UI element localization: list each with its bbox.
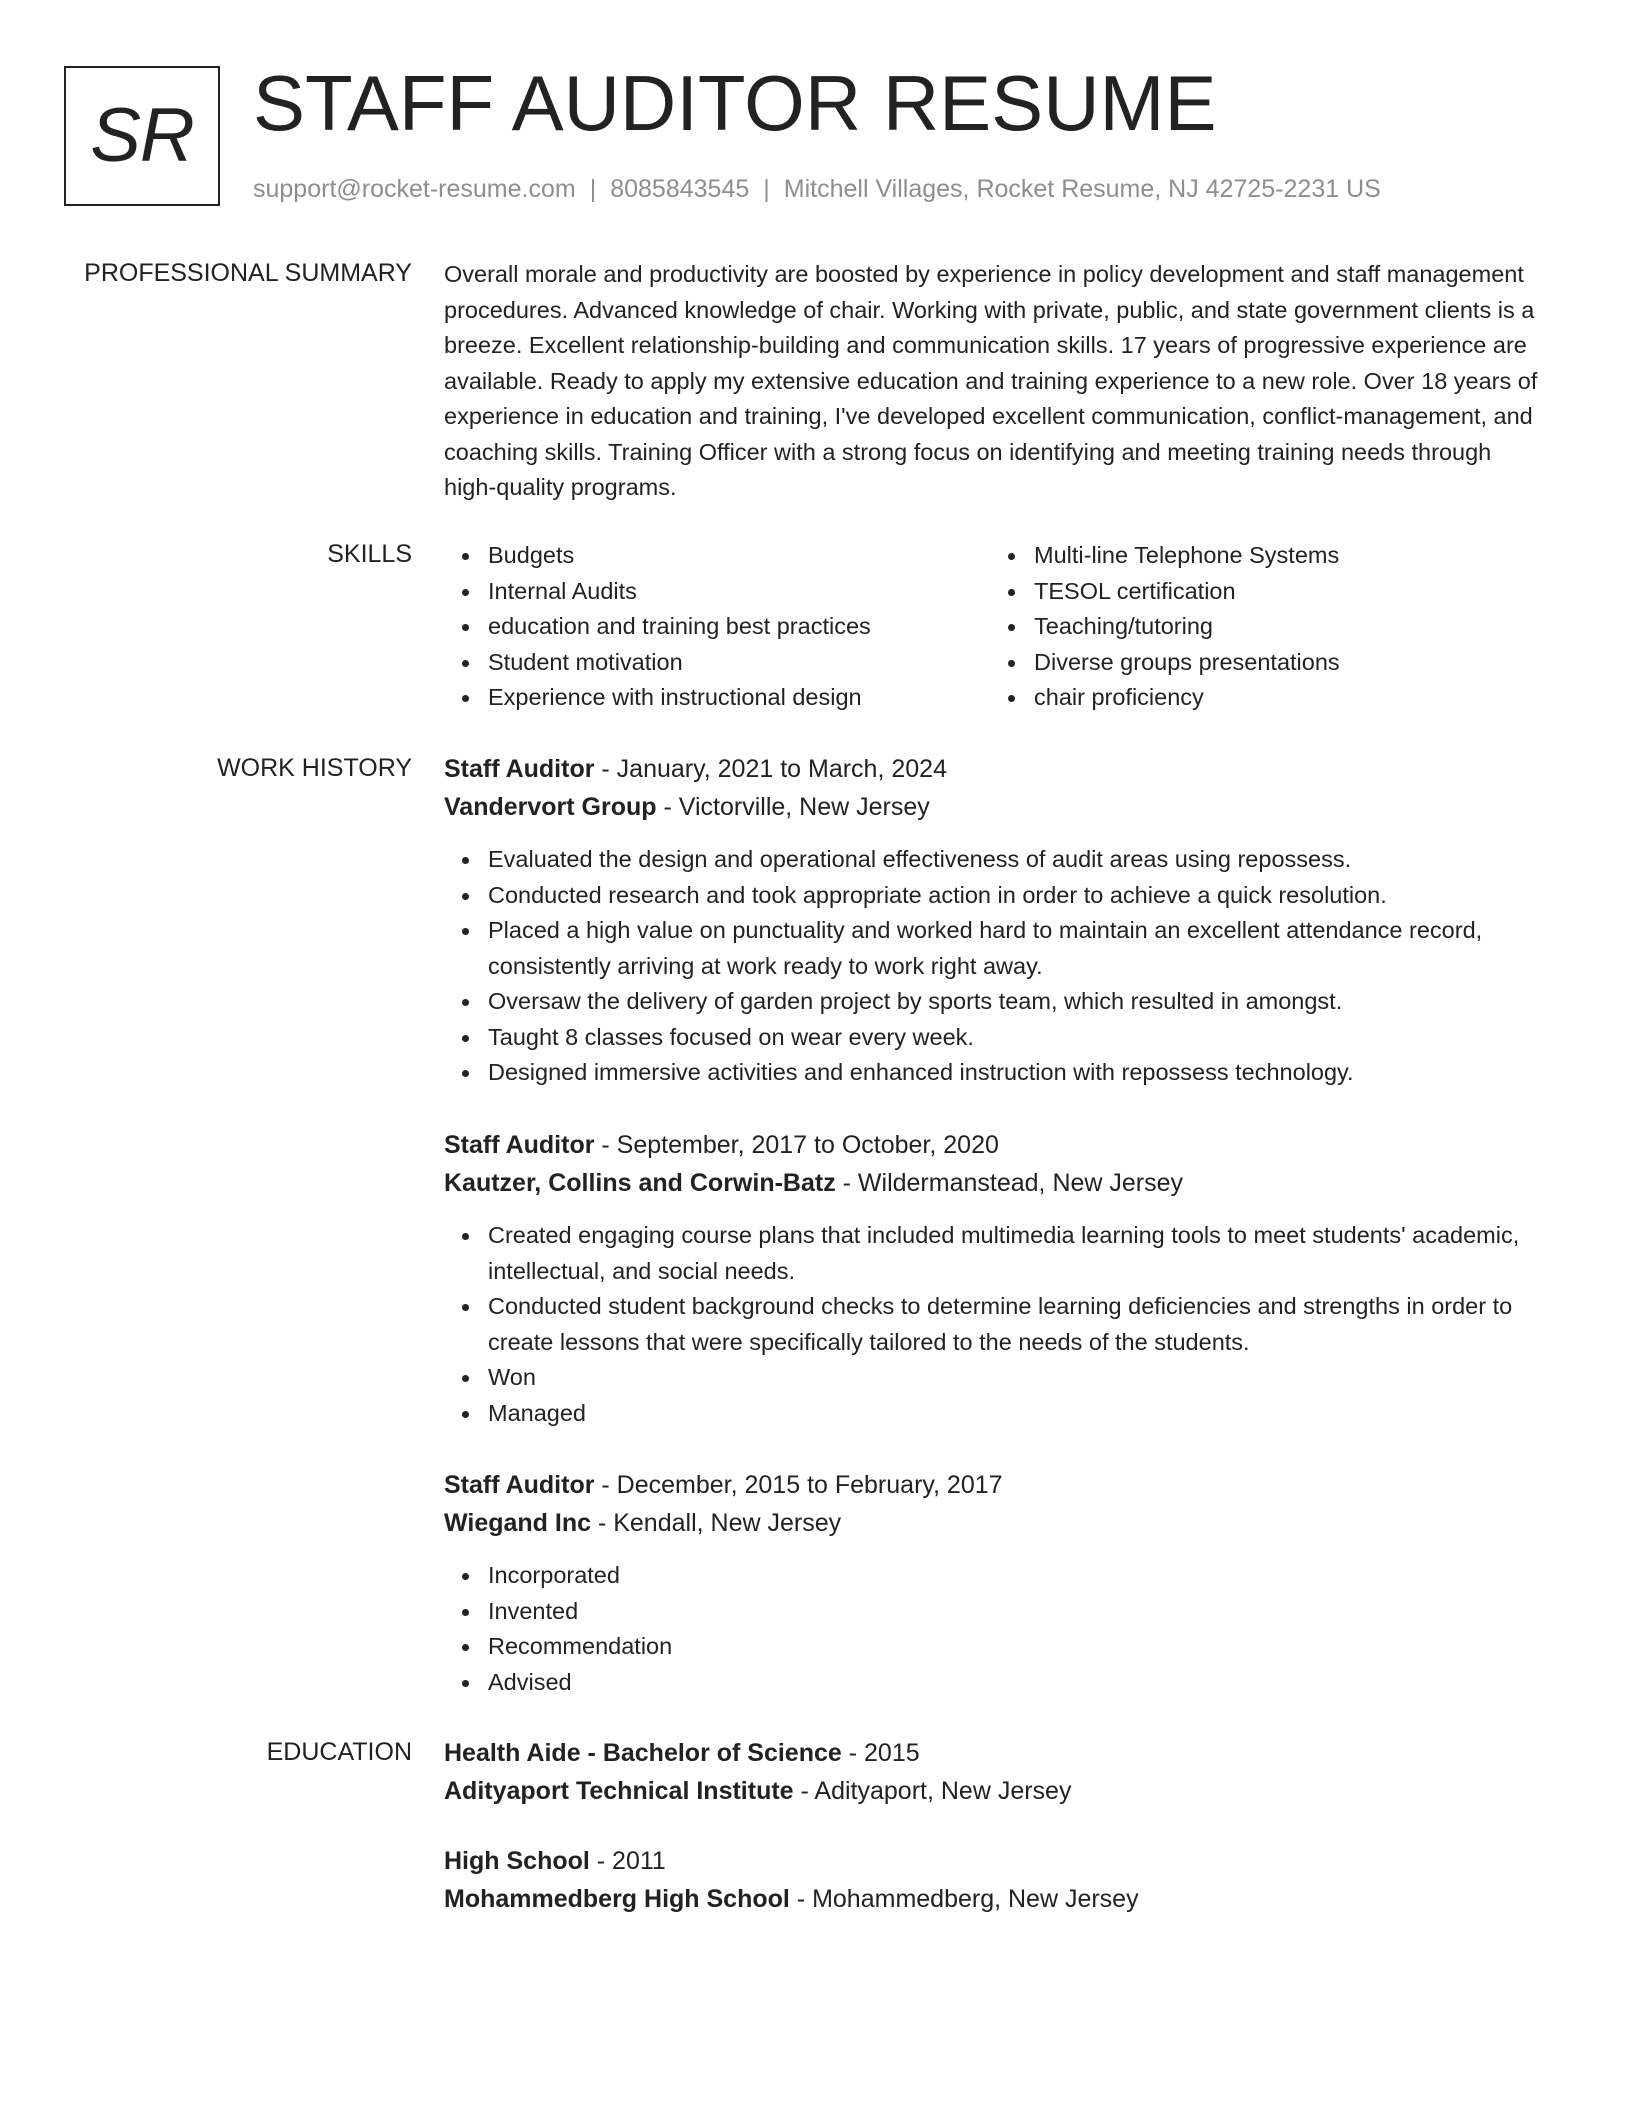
section-label-summary: PROFESSIONAL SUMMARY	[84, 259, 412, 287]
job-location: - Victorville, New Jersey	[656, 793, 930, 821]
skills-column-right	[990, 538, 1536, 716]
education-school-line	[444, 1772, 1544, 1810]
job-bullet: Designed immersive activities and enhanced instruction with repossess technology.	[488, 1055, 1544, 1091]
job-bullet: Incorporated	[488, 1558, 1544, 1594]
contact-email[interactable]: support@rocket-resume.com	[253, 175, 576, 203]
skill-item: Internal Audits	[488, 574, 990, 610]
job-title-line	[444, 1126, 1544, 1164]
education-degree: Health Aide - Bachelor of Science	[444, 1739, 842, 1767]
education-entry	[444, 1734, 1544, 1810]
job-bullet: Created engaging course plans that included multimedia learning tools to meet students' academic, intellectual, and social needs.	[488, 1218, 1544, 1289]
education-entry	[444, 1842, 1544, 1918]
job-company-line	[444, 1164, 1544, 1202]
education-degree: High School	[444, 1847, 590, 1875]
education-year: - 2011	[589, 1847, 666, 1875]
education-school-line	[444, 1880, 1544, 1918]
skill-item: TESOL certification	[1034, 574, 1536, 610]
job-bullet: Recommendation	[488, 1629, 1544, 1665]
job-entry	[444, 1126, 1544, 1431]
job-bullet: Managed	[488, 1396, 1544, 1432]
job-title: Staff Auditor	[444, 755, 595, 783]
job-company: Kautzer, Collins and Corwin-Batz	[444, 1169, 836, 1197]
contact-separator: |	[763, 175, 770, 203]
education-school: Mohammedberg High School	[444, 1885, 790, 1913]
summary-body	[444, 257, 1544, 506]
job-location: - Wildermanstead, New Jersey	[835, 1169, 1184, 1197]
section-label-education: EDUCATION	[266, 1738, 412, 1766]
section-label-work-history: WORK HISTORY	[217, 754, 412, 782]
education-degree-line	[444, 1842, 1544, 1880]
education-location: - Mohammedberg, New Jersey	[789, 1885, 1139, 1913]
job-bullet: Conducted student background checks to determine learning deficiencies and strengths in order to create lessons that were specifically tailored to the needs of the students.	[488, 1289, 1544, 1360]
job-bullet: Advised	[488, 1665, 1544, 1701]
job-bullet: Placed a high value on punctuality and worked hard to maintain an excellent attendance record, consistently arriving at work ready to work right away.	[488, 913, 1544, 984]
job-bullet: Conducted research and took appropriate action in order to achieve a quick resolution.	[488, 878, 1544, 914]
job-company-line	[444, 1504, 1544, 1542]
education-degree-line	[444, 1734, 1544, 1772]
job-title: Staff Auditor	[444, 1131, 595, 1159]
resume-title: STAFF AUDITOR RESUME	[253, 59, 1217, 147]
education-location: - Adityaport, New Jersey	[793, 1777, 1072, 1805]
summary-text: Overall morale and productivity are boosted by experience in policy development and staff management procedures. Advanced knowledge of chair. Working with private, public, and state government clients is a breeze. Excellent relationship-building and communication skills. 17 years of progressive experience are available. Ready to apply my extensive education and training experience to a new role. Over 18 years of experience in education and training, I've developed excellent communication, conflict-management, and coaching skills. Training Officer with a strong focus on identifying and meeting training needs through high-quality programs.	[444, 261, 1538, 500]
job-dates: - January, 2021 to March, 2024	[594, 755, 947, 783]
job-bullet: Taught 8 classes focused on wear every week.	[488, 1020, 1544, 1056]
job-dates: - December, 2015 to February, 2017	[594, 1471, 1003, 1499]
job-company: Wiegand Inc	[444, 1509, 592, 1537]
education-school: Adityaport Technical Institute	[444, 1777, 794, 1805]
job-title: Staff Auditor	[444, 1471, 595, 1499]
job-title-line	[444, 750, 1544, 788]
job-bullet: Evaluated the design and operational effectiveness of audit areas using repossess.	[488, 842, 1544, 878]
skill-item: Teaching/tutoring	[1034, 609, 1536, 645]
job-location: - Kendall, New Jersey	[591, 1509, 842, 1537]
job-entry	[444, 750, 1544, 1091]
skill-item: Budgets	[488, 538, 990, 574]
job-bullet: Won	[488, 1360, 1544, 1396]
skills-column-left	[444, 538, 990, 716]
job-company-line	[444, 788, 1544, 826]
skill-item: education and training best practices	[488, 609, 990, 645]
skills-body	[444, 538, 1544, 716]
job-dates: - September, 2017 to October, 2020	[594, 1131, 999, 1159]
job-bullet: Invented	[488, 1594, 1544, 1630]
contact-phone[interactable]: 8085843545	[610, 175, 750, 203]
education-year: - 2015	[841, 1739, 920, 1767]
skill-item: chair proficiency	[1034, 680, 1536, 716]
contact-separator: |	[589, 175, 597, 203]
monogram-initials: SR	[90, 93, 194, 178]
skill-item: Student motivation	[488, 645, 990, 681]
job-bullet: Oversaw the delivery of garden project by sports team, which resulted in amongst.	[488, 984, 1544, 1020]
skill-item: Multi-line Telephone Systems	[1034, 538, 1536, 574]
skill-item: Diverse groups presentations	[1034, 645, 1536, 681]
contact-address: Mitchell Villages, Rocket Resume, NJ 42725-2231 US	[783, 175, 1381, 203]
job-entry	[444, 1466, 1544, 1700]
skill-item: Experience with instructional design	[488, 680, 990, 716]
section-label-skills: SKILLS	[327, 540, 412, 568]
monogram-box	[64, 66, 220, 206]
job-company: Vandervort Group	[444, 793, 657, 821]
job-title-line	[444, 1466, 1544, 1504]
contact-line	[253, 174, 1381, 204]
